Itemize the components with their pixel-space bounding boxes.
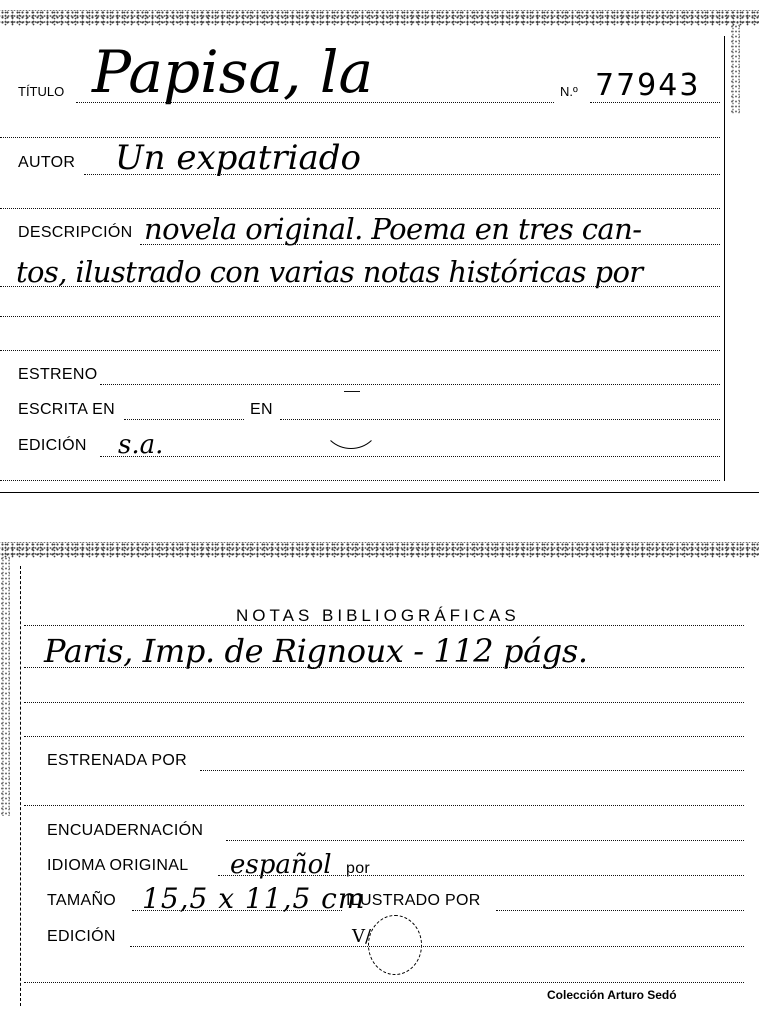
collection-footer: Colección Arturo Sedó — [547, 988, 677, 1002]
card-top-right-edge — [724, 36, 725, 481]
notas-title-rule — [24, 625, 744, 626]
estrenada-por-label: ESTRENADA POR — [47, 752, 187, 769]
notas-line-3 — [24, 736, 744, 737]
autor-value: Un expatriado — [115, 138, 361, 178]
notas-value: Paris, Imp. de Rignoux - 112 págs. — [44, 632, 588, 670]
card-top-bottom-rule — [0, 480, 720, 481]
catalog-card-top — [0, 0, 759, 492]
descripcion-line-2-rule — [0, 286, 720, 287]
card-bottom-border-texture — [0, 542, 759, 558]
edicion-line — [100, 456, 720, 457]
descripcion-line-1-rule — [140, 244, 720, 245]
notas-line-4 — [24, 805, 744, 806]
estreno-label: ESTRENO — [18, 366, 98, 383]
card-separator-line — [0, 492, 759, 493]
numero-value: 77943 — [595, 68, 701, 103]
idioma-line — [218, 875, 744, 876]
rule-3 — [0, 316, 720, 317]
escrita-en-label: ESCRITA EN — [18, 401, 115, 418]
descripcion-line-2: tos, ilustrado con varias notas históricas por — [16, 255, 643, 289]
ilustrado-por-line — [496, 910, 744, 911]
idioma-label: IDIOMA ORIGINAL — [47, 857, 189, 874]
encuadernacion-label: ENCUADERNACIÓN — [47, 822, 204, 839]
titulo-line — [76, 102, 554, 103]
tamano-label: TAMAÑO — [47, 892, 117, 909]
descripcion-line-1: novela original. Poema en tres can- — [144, 212, 642, 246]
stamp-top-dash — [344, 391, 360, 392]
escrita-en-line — [124, 419, 244, 420]
edicion-label: EDICIÓN — [18, 437, 87, 454]
estreno-line — [100, 384, 720, 385]
notas-line-1 — [24, 667, 744, 668]
en-label: EN — [250, 401, 273, 418]
notas-line-2 — [24, 702, 744, 703]
titulo-value: Papisa, la — [92, 38, 374, 106]
numero-line — [590, 102, 720, 103]
rule-2 — [0, 208, 720, 209]
titulo-label: TÍTULO — [18, 84, 65, 99]
autor-line — [84, 174, 720, 175]
card-top-border-texture — [0, 10, 759, 26]
edicion-mark: V/ — [352, 926, 372, 947]
notas-title: NOTAS BIBLIOGRÁFICAS — [236, 606, 520, 625]
descripcion-label: DESCRIPCIÓN — [18, 224, 133, 241]
stamp-circle-mark — [322, 395, 380, 449]
bottom-edicion-line — [130, 946, 744, 947]
stamp-circle-bottom — [368, 915, 422, 975]
estrenada-por-line — [200, 770, 744, 771]
tamano-line — [132, 910, 342, 911]
rule-4 — [0, 350, 720, 351]
numero-label: N.º — [560, 84, 578, 99]
idioma-por-label: por — [346, 860, 371, 877]
bottom-edicion-label: EDICIÓN — [47, 928, 116, 945]
ilustrado-por-label: ILUSTRADO POR — [346, 892, 481, 909]
idioma-value: español — [230, 850, 332, 880]
card-bottom-left-edge — [20, 566, 21, 1006]
card-bottom-bottom-rule — [24, 982, 744, 983]
tamano-value: 15,5 x 11,5 cm — [142, 882, 366, 915]
card-top-right-texture — [730, 24, 740, 114]
catalog-card-bottom — [0, 530, 759, 1028]
card-bottom-left-texture — [0, 556, 10, 816]
edicion-value: s.a. — [118, 430, 164, 460]
encuadernacion-line — [226, 840, 744, 841]
autor-label: AUTOR — [18, 154, 76, 171]
